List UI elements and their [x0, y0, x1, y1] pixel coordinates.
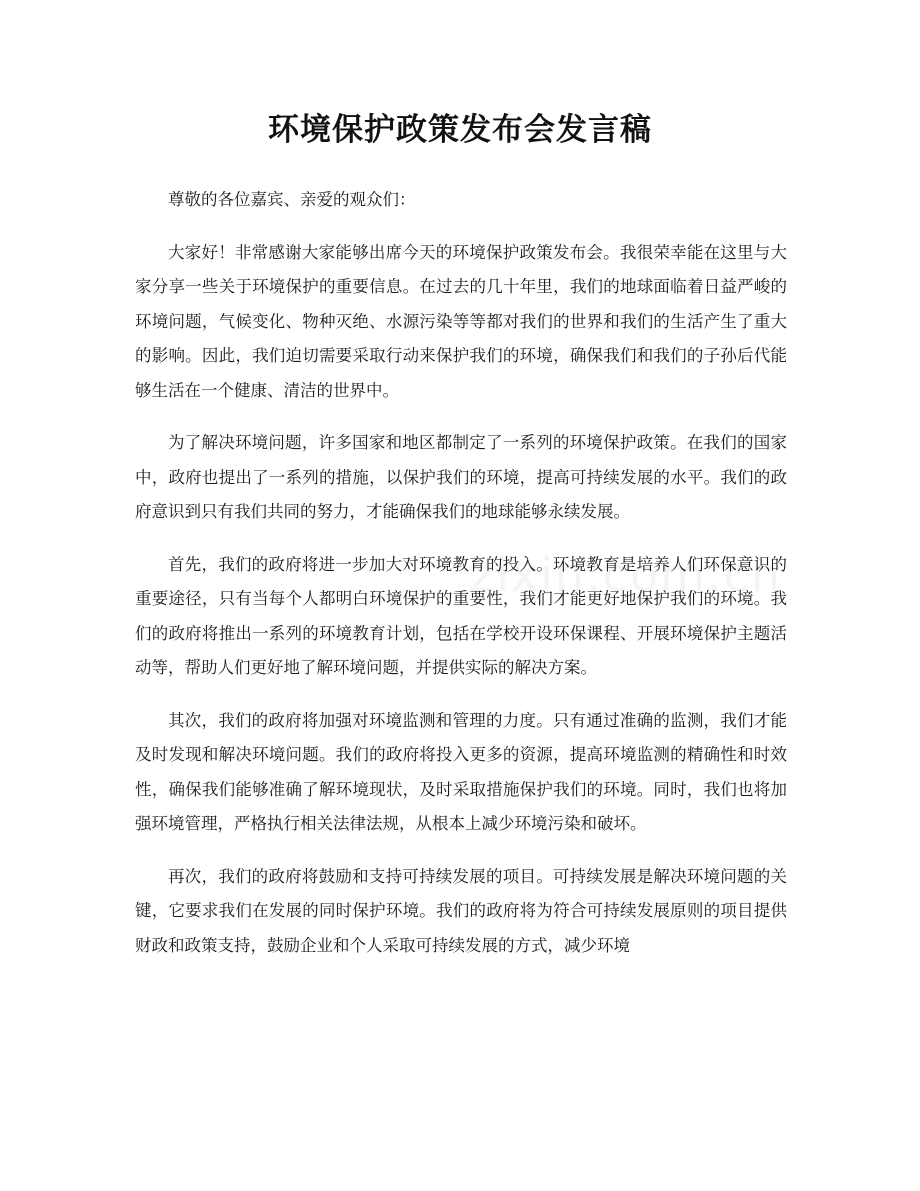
paragraph-policies: 为了解决环境问题，许多国家和地区都制定了一系列的环境保护政策。在我们的国家中，政府也提出了一系列的措施，以保护我们的环境，提高可持续发展的水平。我们的政府意识到只有我们共同的努力，才能确保我们的地球能够永续发展。 [135, 433, 787, 521]
paragraph-intro: 大家好！非常感谢大家能够出席今天的环境保护政策发布会。我很荣幸能在这里与大家分享一些关于环境保护的重要信息。在过去的几十年里，我们的地球面临着日益严峻的环境问题，气候变化、物种灭绝、水源污染等等都对我们的世界和我们的生活产生了重大的影响。因此，我们迫切需要采取行动来保护我们的环境，确保我们和我们的子孙后代能够生活在一个健康、清洁的世界中。 [135, 242, 787, 400]
paragraph-education: 首先，我们的政府将进一步加大对环境教育的投入。环境教育是培养人们环保意识的重要途径，只有当每个人都明白环境保护的重要性，我们才能更好地保护我们的环境。我们的政府将推出一系列的环境教育计划，包括在学校开设环保课程、开展环境保护主题活动等，帮助人们更好地了解环境问题，并提供实际的解决方案。 [135, 554, 787, 677]
document-title: 环境保护政策发布会发言稿 [268, 112, 652, 148]
paragraph-sustainability: 再次，我们的政府将鼓励和支持可持续发展的项目。可持续发展是解决环境问题的关键，它要求我们在发展的同时保护环境。我们的政府将为符合可持续发展原则的项目提供财政和政策支持，鼓励企业和个人采取可持续发展的方式，减少环境 [135, 866, 787, 955]
greeting-line: 尊敬的各位嘉宾、亲爱的观众们： [168, 190, 416, 209]
document-body [135, 183, 787, 981]
paragraph-monitoring: 其次，我们的政府将加强对环境监测和管理的力度。只有通过准确的监测，我们才能及时发现和解决环境问题。我们的政府将投入更多的资源，提高环境监测的精确性和时效性，确保我们能够准确了解环境现状，及时采取措施保护我们的环境。同时，我们也将加强环境管理，严格执行相关法律法规，从根本上减少环境污染和破坏。 [135, 710, 787, 833]
